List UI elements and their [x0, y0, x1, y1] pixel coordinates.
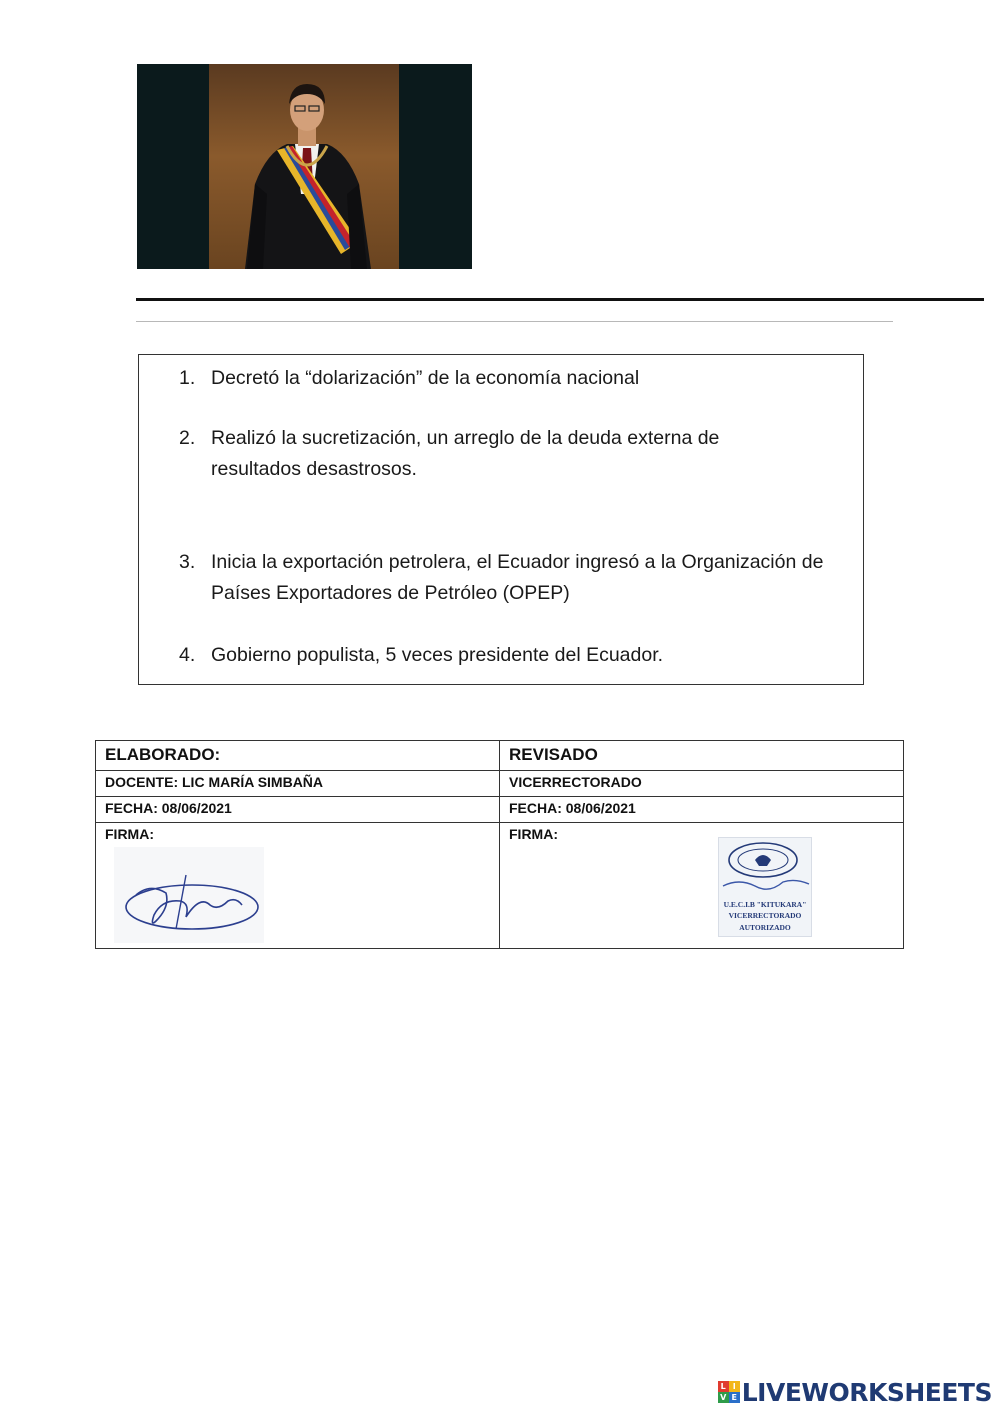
portrait-photo [137, 64, 472, 269]
logo-badge-icon [718, 1381, 740, 1403]
fecha-right-cell: FECHA: 08/06/2021 [500, 797, 904, 823]
handwritten-signature-icon [110, 845, 270, 945]
role-cell: VICERRECTORADO [500, 771, 904, 797]
liveworksheets-logo [718, 1377, 992, 1407]
firma-left-cell [96, 823, 500, 949]
elaborado-header: ELABORADO: [96, 741, 500, 771]
stamp-line: U.E.C.I.B "KITUKARA" [723, 900, 807, 909]
statement-number: 4. [179, 644, 196, 666]
statement-text: Decretó la “dolarización” de la economía nacional [211, 367, 640, 389]
answer-line-thick [136, 298, 984, 301]
stamp-line: AUTORIZADO [739, 923, 791, 932]
logo-text: LIVEWORKSHEETS [741, 1377, 992, 1407]
statements-box [138, 354, 864, 685]
statement-number: 3. [179, 551, 196, 573]
docente-cell: DOCENTE: LIC MARÍA SIMBAÑA [96, 771, 500, 797]
firma-right-cell [500, 823, 904, 949]
statement-text: Realizó la sucretización, un arreglo de la deuda externa de resultados desastrosos. [211, 427, 720, 480]
signature-table [95, 740, 904, 949]
firma-right-label: FIRMA: [509, 826, 558, 842]
logo-badge-letter: I [729, 1381, 740, 1392]
person-figure-icon [137, 64, 472, 269]
logo-badge-letter: V [718, 1392, 729, 1403]
revisado-header: REVISADO [500, 741, 904, 771]
statement-text: Gobierno populista, 5 veces presidente del Ecuador. [211, 644, 664, 666]
answer-line-thin [136, 321, 893, 322]
official-stamp [718, 837, 812, 937]
logo-badge-letter: E [729, 1392, 740, 1403]
logo-badge-letter: L [718, 1381, 729, 1392]
statement-number: 2. [179, 427, 196, 449]
stamp-seal-icon [719, 838, 811, 894]
fecha-left-cell: FECHA: 08/06/2021 [96, 797, 500, 823]
statement-text: Inicia la exportación petrolera, el Ecuador ingresó a la Organización de Países Exportadores de Petróleo (OPEP) [211, 551, 824, 604]
firma-left-label: FIRMA: [105, 826, 154, 842]
stamp-line: VICERRECTORADO [728, 911, 802, 920]
statement-number: 1. [179, 367, 196, 389]
